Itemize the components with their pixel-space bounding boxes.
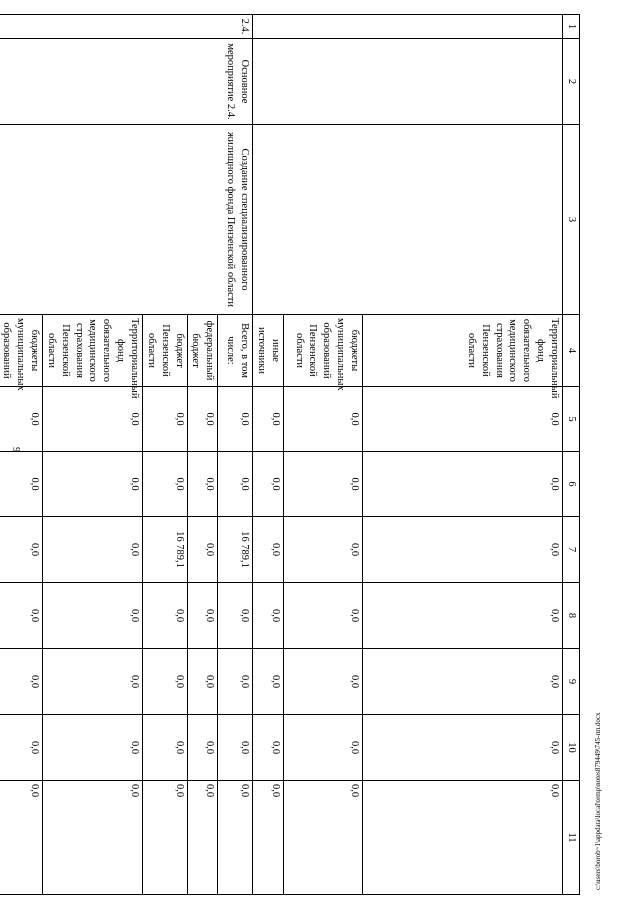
value-cell: 0,0: [0, 583, 42, 649]
table-row: [218, 15, 253, 895]
item-title: [253, 125, 563, 315]
item-name: [253, 39, 563, 125]
funding-source: бюджет Пензенской области: [142, 315, 187, 387]
value-cell: 0,0: [284, 387, 363, 452]
funding-source: Территориальный фонд обязательного медицинского страхования Пензенской области: [42, 315, 142, 387]
column-header: 8: [563, 583, 580, 649]
rotated-table-wrapper: [1, 14, 580, 894]
value-cell: 0,0: [284, 452, 363, 517]
value-cell: 0,0: [284, 517, 363, 583]
funding-source: Территориальный фонд обязательного медицинского страхования Пензенской области: [363, 315, 563, 387]
value-cell: 0,0: [284, 715, 363, 781]
value-cell: 0,0: [187, 583, 218, 649]
value-cell: 0,0: [0, 781, 42, 895]
value-cell: 0,0: [363, 452, 563, 517]
item-number: [253, 15, 563, 39]
value-cell: 0,0: [218, 715, 253, 781]
item-name: Основное мероприятие 2.4.: [0, 39, 253, 125]
value-cell: 0,0: [42, 387, 142, 452]
value-cell: 0,0: [42, 781, 142, 895]
column-header: 11: [563, 781, 580, 895]
column-header: 10: [563, 715, 580, 781]
value-cell: 16 789,1: [218, 517, 253, 583]
value-cell: 0,0: [284, 583, 363, 649]
value-cell: 0,0: [253, 781, 284, 895]
file-path-footer: c:\users\borob~1\appdata\local\temp\notes879449\745-пп.docx: [594, 712, 602, 890]
value-cell: 0,0: [363, 781, 563, 895]
column-header: 2: [563, 39, 580, 125]
column-header: 5: [563, 387, 580, 452]
value-cell: 0,0: [363, 649, 563, 715]
value-cell: 0,0: [253, 583, 284, 649]
value-cell: 0,0: [187, 715, 218, 781]
column-header: 9: [563, 649, 580, 715]
item-number: 2.4.: [0, 15, 253, 39]
column-header: 3: [563, 125, 580, 315]
value-cell: 0,0: [42, 715, 142, 781]
value-cell: 0,0: [363, 387, 563, 452]
value-cell: 0,0: [187, 387, 218, 452]
value-cell: 0,0: [42, 517, 142, 583]
value-cell: 0,0: [363, 583, 563, 649]
value-cell: 0,0: [0, 452, 42, 517]
value-cell: 0,0: [142, 781, 187, 895]
value-cell: 0,0: [42, 649, 142, 715]
value-cell: 0,0: [187, 452, 218, 517]
value-cell: 0,0: [218, 387, 253, 452]
funding-source: федеральный бюджет: [187, 315, 218, 387]
value-cell: 0,0: [253, 649, 284, 715]
value-cell: 0,0: [0, 715, 42, 781]
column-header: 6: [563, 452, 580, 517]
value-cell: 0,0: [284, 781, 363, 895]
header-row: [563, 15, 580, 895]
value-cell: 0,0: [142, 715, 187, 781]
value-cell: 0,0: [218, 452, 253, 517]
value-cell: 0,0: [42, 452, 142, 517]
value-cell: 0,0: [142, 583, 187, 649]
value-cell: 0,0: [0, 517, 42, 583]
value-cell: 0,0: [142, 387, 187, 452]
funding-source: бюджеты муниципальных образований Пензенской области: [284, 315, 363, 387]
funding-source: иные источники: [253, 315, 284, 387]
value-cell: 0,0: [0, 387, 42, 452]
value-cell: 0,0: [187, 781, 218, 895]
item-title: Создание специализированного жилищного фонда Пензенской области: [0, 125, 253, 315]
value-cell: 0,0: [218, 781, 253, 895]
funding-table: [0, 14, 580, 895]
value-cell: 0,0: [218, 649, 253, 715]
table-row: [363, 15, 563, 895]
value-cell: 0,0: [187, 649, 218, 715]
value-cell: 0,0: [0, 649, 42, 715]
value-cell: 0,0: [42, 583, 142, 649]
value-cell: 0,0: [142, 452, 187, 517]
value-cell: 0,0: [218, 583, 253, 649]
value-cell: 0,0: [187, 517, 218, 583]
page-number: 9: [10, 447, 21, 452]
value-cell: 0,0: [363, 517, 563, 583]
value-cell: 0,0: [284, 649, 363, 715]
value-cell: 0,0: [253, 452, 284, 517]
value-cell: 0,0: [142, 649, 187, 715]
column-header: 7: [563, 517, 580, 583]
funding-source: бюджеты муниципальных образований: [0, 315, 42, 387]
value-cell: 0,0: [253, 387, 284, 452]
column-header: 1: [563, 15, 580, 39]
value-cell: 0,0: [363, 715, 563, 781]
value-cell: 16 789,1: [142, 517, 187, 583]
funding-source: Всего, в том числе:: [218, 315, 253, 387]
column-header: 4: [563, 315, 580, 387]
value-cell: 0,0: [253, 715, 284, 781]
value-cell: 0,0: [253, 517, 284, 583]
